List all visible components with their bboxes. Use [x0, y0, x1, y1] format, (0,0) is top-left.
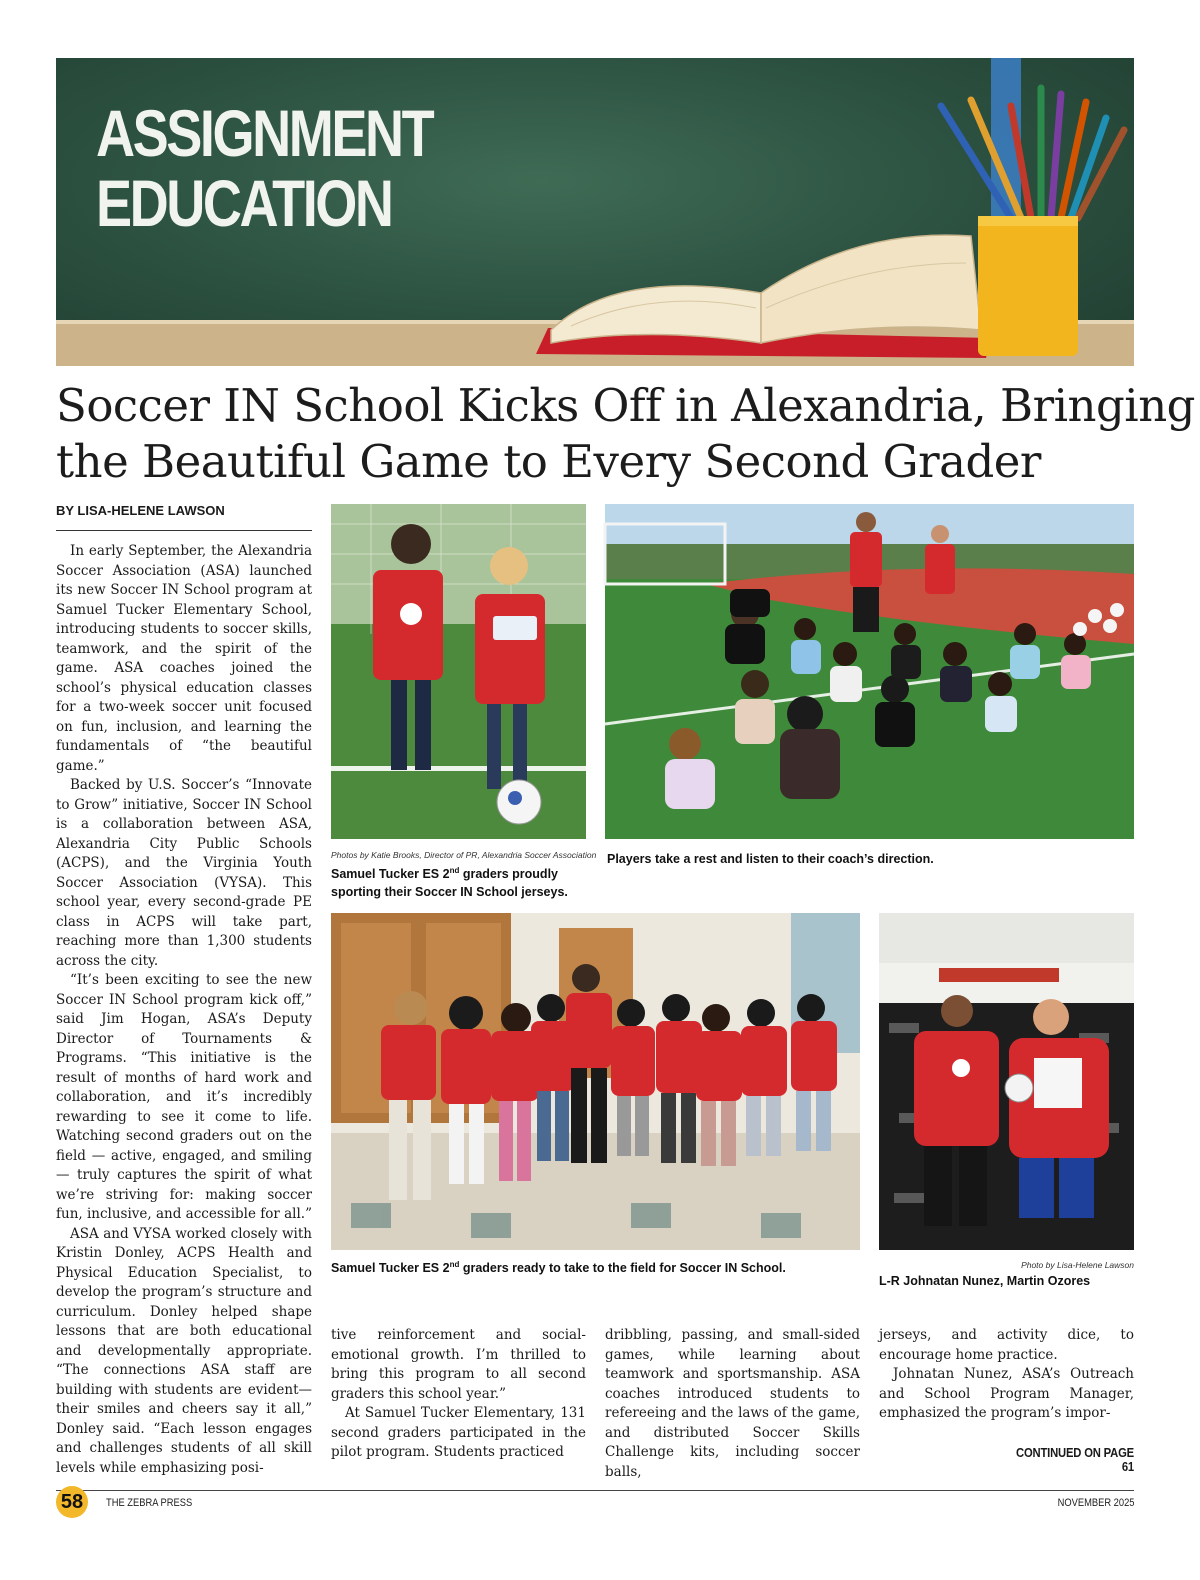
paragraph: tive reinforcement and social-emotional growth. I’m thrilled to bring this program to all second graders this school year.”	[331, 1327, 586, 1402]
headline-line-1: Soccer IN School Kicks Off in Alexandria, Bringing	[56, 379, 1195, 432]
article-column-2	[331, 1326, 586, 1466]
article-headline	[56, 378, 1195, 490]
photo-caption: Players take a rest and listen to their coach’s direction.	[607, 852, 934, 866]
header-banner	[56, 58, 1134, 366]
paragraph: Backed by U.S. Soccer’s “Innovate to Grow” initiative, Soccer IN School is a collaboration between ASA, Alexandria City Public Schools (ACPS), and the Virginia Youth Soccer Association (VYSA). This school year, every second-grade PE class in ACPS will take part, reaching more than 1,300 students across the city.	[56, 777, 312, 969]
paragraph: jerseys, and activity dice, to encourage home practice.	[879, 1327, 1134, 1363]
publication-name: THE ZEBRA PRESS	[106, 1497, 193, 1509]
caption-superscript: nd	[449, 1260, 460, 1269]
photo-caption	[331, 1256, 860, 1277]
photo-credit: Photo by Lisa-Helene Lawson	[1021, 1260, 1134, 1270]
caption-text: Samuel Tucker ES 2	[331, 867, 450, 882]
caption-text: graders proudly sporting their Soccer IN School jerseys.	[331, 867, 568, 900]
paragraph: In early September, the Alexandria Soccer Association (ASA) launched its new Soccer IN School program at Samuel Tucker Elementary School, introducing students to soccer skills, teamwork, and the spirit of the game. ASA coaches joined the school’s physical education classes for a two-week soccer unit focused on fun, inclusion, and learning the fundamentals of “the beautiful game.”	[56, 543, 312, 774]
photo-nunez-ozores	[879, 913, 1134, 1250]
caption-superscript: nd	[449, 866, 460, 875]
caption-text: graders ready to take to the field for Soccer IN School.	[459, 1261, 786, 1276]
article-column-4	[879, 1326, 1134, 1426]
photo-kids-in-jerseys	[331, 504, 586, 839]
photo-caption	[331, 862, 591, 901]
paragraph: At Samuel Tucker Elementary, 131 second graders participated in the pilot program. Students practiced	[331, 1405, 586, 1460]
paragraph: Johnatan Nunez, ASA’s Outreach and School Program Manager, emphasized the program’s impor-	[879, 1366, 1134, 1421]
page-number-badge: 58	[56, 1486, 88, 1518]
paragraph: “It’s been exciting to see the new Soccer IN School program kick off,” said Jim Hogan, ASA’s Deputy Director of Tournaments & Programs. “This initiative is the result of months of hard work and collaboration, and it’s incredibly rewarding to see it come to life. Watching second graders out on the field — active, engaged, and smiling — truly captures the spirit of what we’re striving for: making soccer fun, inclusive, and accessible for all.”	[56, 972, 312, 1222]
continued-link[interactable]: CONTINUED ON PAGE 61	[1016, 1446, 1134, 1474]
issue-date: NOVEMBER 2025	[1057, 1497, 1134, 1509]
paragraph: ASA and VYSA worked closely with Kristin Donley, ACPS Health and Physical Education Specialist, to develop the program’s structure and curriculum. Donley helped shape lessons that are both educational and developmentally appropriate. “The connections ASA staff are building with students are evident—their smiles and cheers say it all,” Donley said. “Each lesson engages and challenges students of all skill levels while emphasizing posi-	[56, 1225, 312, 1476]
section-title-line-1: ASSIGNMENT	[96, 96, 433, 170]
caption-text: Samuel Tucker ES 2	[331, 1261, 450, 1276]
headline-line-2: the Beautiful Game to Every Second Grader	[56, 435, 1041, 488]
photo-group-hallway	[331, 913, 860, 1250]
photo-players-resting	[605, 504, 1134, 839]
article-column-3	[605, 1326, 860, 1480]
photo-credit: Photos by Katie Brooks, Director of PR, Alexandria Soccer Association	[331, 850, 597, 860]
footer-rule	[56, 1490, 1134, 1491]
section-title-line-2: EDUCATION	[96, 166, 392, 240]
photo-caption: L-R Johnatan Nunez, Martin Ozores	[879, 1274, 1091, 1288]
section-title	[96, 98, 432, 238]
article-column-1	[56, 542, 312, 1476]
byline: BY LISA-HELENE LAWSON	[56, 503, 312, 531]
paragraph: dribbling, passing, and small-sided games, while learning about teamwork and sportsmanship. ASA coaches introduced students to refereeing and the laws of the game, and distributed Soccer Skills Challenge kits, including soccer balls,	[605, 1327, 860, 1480]
